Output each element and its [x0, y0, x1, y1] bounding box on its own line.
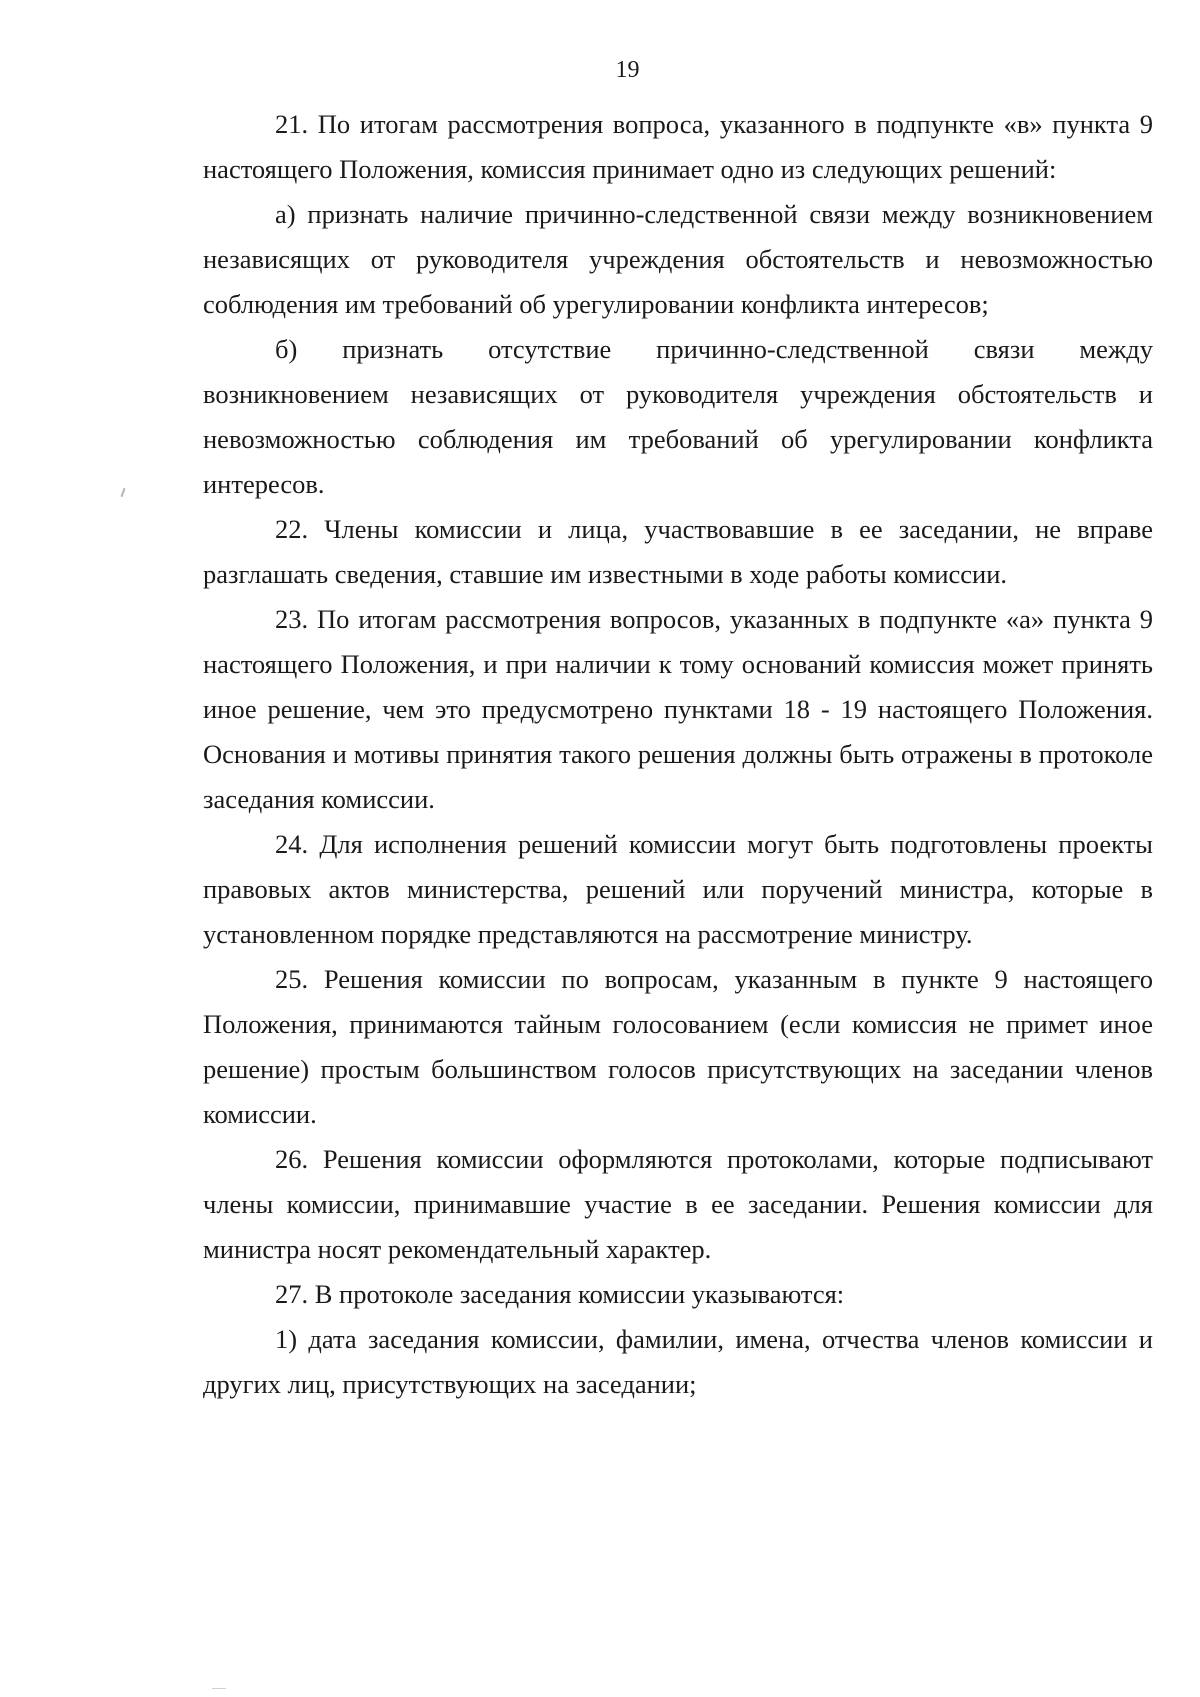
paragraph-21: 21. По итогам рассмотрения вопроса, указанного в подпункте «в» пункта 9 настоящего Положения, комиссия принимает одно из следующих решений: [203, 109, 1153, 184]
scan-speck [121, 488, 126, 497]
page-number: 19 [615, 57, 640, 83]
paragraph-24: 24. Для исполнения решений комиссии могут быть подготовлены проекты правовых актов министерства, решений или поручений министра, которые в установленном порядке представляются на рассмотрение министру. [203, 829, 1153, 949]
paragraph-26: 26. Решения комиссии оформляются протоколами, которые подписывают члены комиссии, принимавшие участие в ее заседании. Решения комиссии для министра носят рекомендательный характер. [203, 1144, 1153, 1264]
paragraph-21-b: б) признать отсутствие причинно-следственной связи между возникновением независящих от руководителя учреждения обстоятельств и невозможностью соблюдения им требований об урегулировании конфликта интересов. [203, 334, 1153, 499]
paragraph-23: 23. По итогам рассмотрения вопросов, указанных в подпункте «а» пункта 9 настоящего Положения, и при наличии к тому оснований комиссия может принять иное решение, чем это предусмотрено пунктами 18 - 19 настоящего Положения. Основания и мотивы принятия такого решения должны быть отражены в протоколе заседания комиссии. [203, 604, 1153, 814]
scan-speck [212, 1688, 226, 1689]
paragraph-21-a: а) признать наличие причинно-следственной связи между возникновением независящих от руководителя учреждения обстоятельств и невозможностью соблюдения им требований об урегулировании конфликта интересов; [203, 199, 1153, 319]
paragraph-22: 22. Члены комиссии и лица, участвовавшие в ее заседании, не вправе разглашать сведения, ставшие им известными в ходе работы комиссии. [203, 514, 1153, 589]
document-body [203, 102, 1153, 1407]
paragraph-27-1: 1) дата заседания комиссии, фамилии, имена, отчества членов комиссии и других лиц, присутствующих на заседании; [203, 1324, 1153, 1399]
paragraph-27: 27. В протоколе заседания комиссии указываются: [275, 1279, 845, 1309]
paragraph-25: 25. Решения комиссии по вопросам, указанным в пункте 9 настоящего Положения, принимаются тайным голосованием (если комиссия не примет иное решение) простым большинством голосов присутствующих на заседании членов комиссии. [203, 964, 1153, 1129]
